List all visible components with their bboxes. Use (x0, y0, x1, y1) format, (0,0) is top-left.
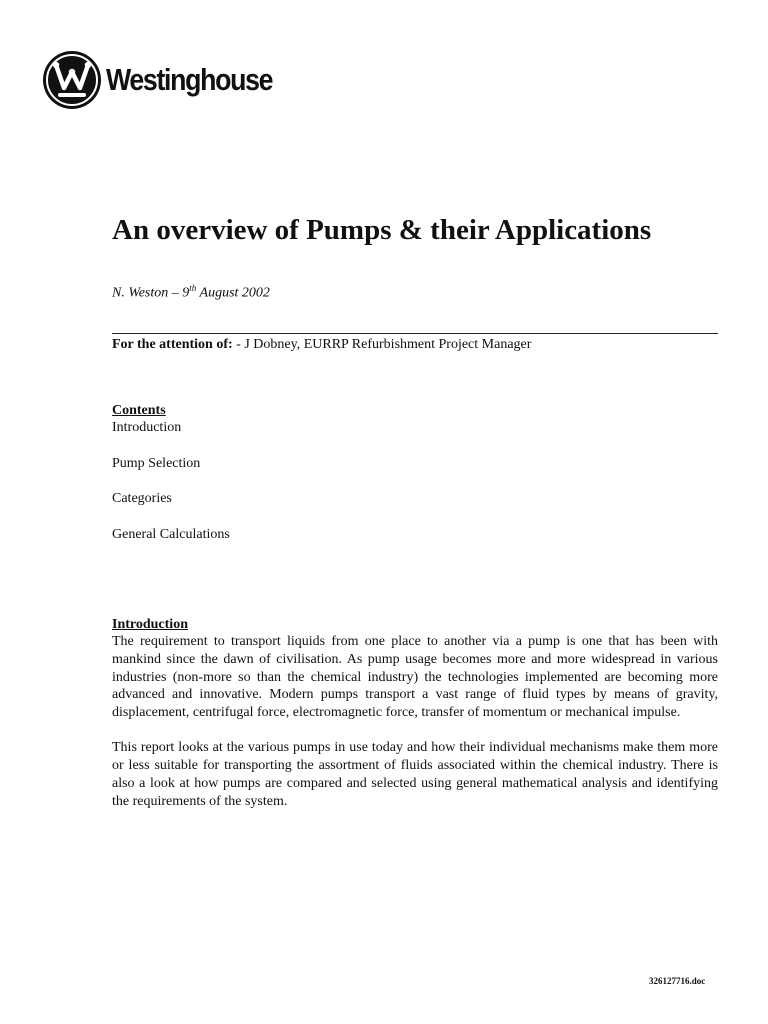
byline-separator: – (168, 285, 183, 301)
contents-section (112, 402, 230, 561)
attention-line (112, 337, 531, 353)
horizontal-rule (112, 333, 718, 334)
westinghouse-w-circle-icon (42, 50, 102, 110)
contents-heading: Contents (112, 403, 166, 418)
introduction-heading: Introduction (112, 617, 188, 632)
date-month-year: August 2002 (196, 285, 270, 301)
attention-value: - J Dobney, EURRP Refurbishment Project Manager (232, 337, 532, 352)
attention-label: For the attention of: (112, 337, 233, 352)
document-filename-footer: 326127716.doc (649, 976, 706, 986)
introduction-section (112, 616, 718, 828)
document-title: An overview of Pumps & their Applications (112, 214, 652, 246)
date-day-suffix: th (189, 283, 197, 293)
contents-item-categories: Categories (112, 491, 172, 506)
contents-item-introduction: Introduction (112, 420, 182, 435)
westinghouse-logo (42, 50, 299, 110)
logo-wordmark: Westinghouse (106, 62, 273, 97)
contents-item-general-calculations: General Calculations (112, 526, 230, 542)
author-name: N. Weston (112, 285, 169, 301)
date-day: 9 (182, 285, 190, 301)
introduction-paragraph: This report looks at the various pumps in use today and how their individual mechanisms make them more or less suitable for transporting the assortment of fluids associated within the chemical industry. There is also a look at how pumps are compared and selected using general mathematical analysis and identifying the requirements of the system. (112, 740, 718, 809)
byline (112, 283, 270, 302)
contents-item-pump-selection: Pump Selection (112, 455, 201, 471)
introduction-paragraph: The requirement to transport liquids from one place to another via a pump is one that has been with mankind since the dawn of civilisation. As pump usage becomes more and more widespread in various industries (non-more so than the chemical industry) the technologies implemented are becoming more advanced and innovative. Modern pumps transport a vast range of fluid types by means of gravity, displacement, centrifugal force, electromagnetic force, transfer of momentum or mechanical impulse. (112, 634, 718, 721)
